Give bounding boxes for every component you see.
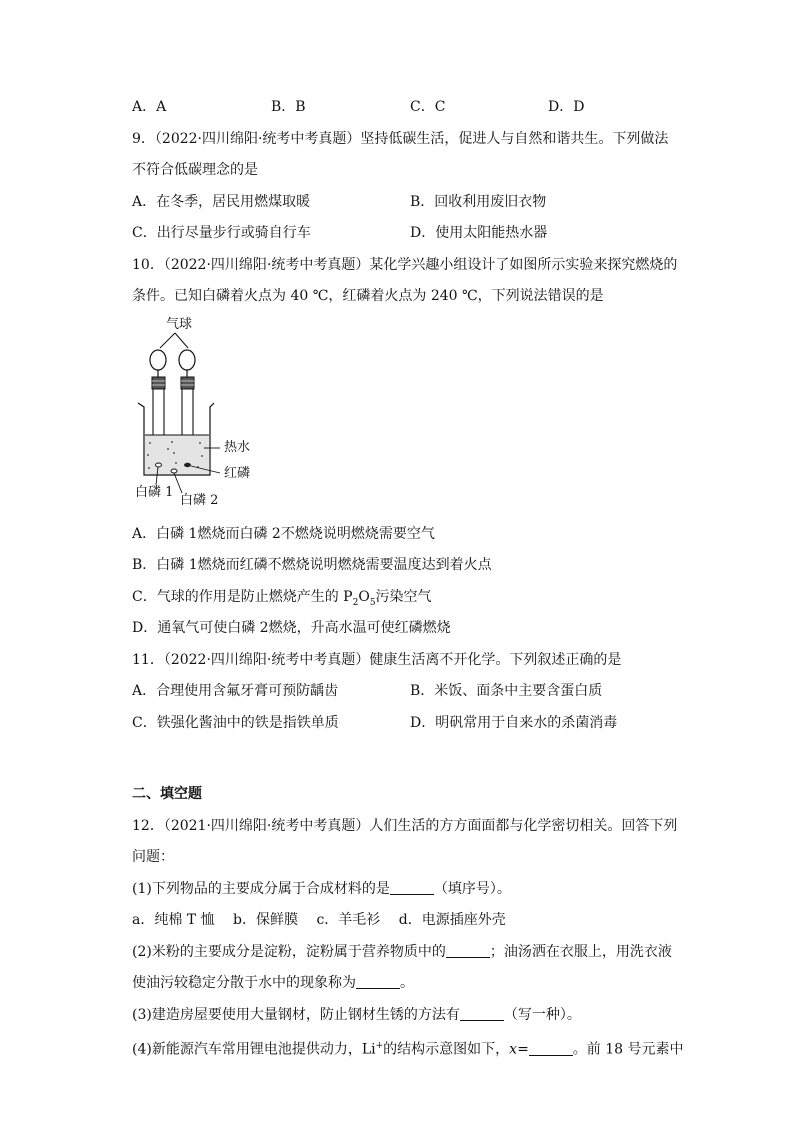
q12-part4: [132, 1036, 684, 1060]
figure-label-balloon: 气球: [166, 317, 193, 332]
q9-stem-line2: 不符合低碳理念的是: [132, 162, 258, 178]
q11-option-a[interactable]: A．合理使用含氟牙膏可预防龋齿: [132, 683, 339, 699]
answer-blank[interactable]: [446, 943, 490, 958]
q12-part1-hint: （填序号）。: [433, 881, 511, 897]
q11-option-b[interactable]: B．米饭、面条中主要含蛋白质: [410, 683, 603, 699]
q9-option-a[interactable]: A．在冬季，居民用燃煤取暖: [132, 194, 311, 210]
q9-option-c[interactable]: C．出行尽量步行或骑自行车: [132, 225, 311, 241]
figure-label-white-phosphorus-2: 白磷 2: [180, 493, 219, 508]
q11-option-d[interactable]: D．明矾常用于自来水的杀菌消毒: [410, 715, 618, 731]
q12-part4-tail: 。前 18 号元素中: [572, 1041, 684, 1058]
answer-blank[interactable]: [529, 1041, 573, 1056]
answer-blank[interactable]: [390, 880, 434, 895]
q12-part3: [132, 1005, 581, 1025]
q12-part1-items: a．纯棉 T 恤 b．保鲜膜 c．羊毛衫 d．电源插座外壳: [132, 912, 506, 928]
equals-sign: =: [517, 1041, 529, 1058]
q12-part3-text: (3)建造房屋要使用大量钢材，防止钢材生锈的方法有: [132, 1007, 460, 1023]
q12-part2-line2: [132, 973, 414, 993]
q10-option-c[interactable]: [132, 587, 432, 613]
subscript-5: 5: [369, 597, 376, 608]
variable-x: x: [509, 1041, 518, 1058]
figure-label-red-phosphorus: 红磷: [224, 466, 251, 481]
q10-option-c-text: C．气球的作用是防止燃烧产生的 P: [132, 589, 353, 605]
q8-option-c[interactable]: C．C: [410, 99, 446, 115]
q12-part1-text: (1)下列物品的主要成分属于合成材料的是: [132, 881, 390, 897]
q9-option-d[interactable]: D．使用太阳能热水器: [410, 225, 548, 241]
q12-stem-line1: 12．（2021·四川绵阳·统考中考真题）人们生活的方方面面都与化学密切相关。回答下列: [132, 818, 678, 834]
answer-blank[interactable]: [356, 974, 400, 989]
q8-option-d[interactable]: D．D: [548, 99, 585, 115]
q9-stem-line1: 9．（2022·四川绵阳·统考中考真题）坚持低碳生活，促进人与自然和谐共生。下列做法: [132, 131, 669, 147]
q12-part2: [132, 942, 672, 962]
q12-part2-line2-text: 使油污较稳定分散于水中的现象称为: [132, 975, 356, 991]
section-title: 二、填空题: [132, 786, 202, 802]
subscript-2: 2: [352, 597, 359, 608]
q12-part4-text: (4)新能源汽车常用锂电池提供动力，Li: [132, 1041, 376, 1058]
q8-option-b[interactable]: B．B: [271, 99, 306, 115]
q12-part3-hint: （写一种）。: [503, 1007, 581, 1023]
q12-part2-line2-end: 。: [400, 975, 414, 991]
q12-part4-text-cont: 的结构示意图如下，: [383, 1041, 510, 1058]
q10-option-d[interactable]: D．通氧气可使白磷 2燃烧，升高水温可使红磷燃烧: [132, 620, 451, 636]
q10-stem-line2: 条件。已知白磷着火点为 40 ℃，红磷着火点为 240 ℃，下列说法错误的是: [132, 288, 604, 304]
q12-part2-text: (2)米粉的主要成分是淀粉，淀粉属于营养物质中的: [132, 944, 446, 960]
q10-stem-line1: 10．（2022·四川绵阳·统考中考真题）某化学兴趣小组设计了如图所示实验来探究燃烧的: [132, 257, 678, 273]
q10-option-b[interactable]: B．白磷 1燃烧而红磷不燃烧说明燃烧需要温度达到着火点: [132, 557, 492, 573]
q9-option-b[interactable]: B．回收利用废旧衣物: [410, 194, 547, 210]
q12-part2-text-cont: ；油汤洒在衣服上，用洗衣液: [489, 944, 672, 960]
q11-stem: 11．（2022·四川绵阳·统考中考真题）健康生活离不开化学。下列叙述正确的是: [132, 652, 622, 668]
q12-stem-line2: 问题：: [132, 849, 174, 865]
q10-option-c-tail: 污染空气: [375, 589, 432, 605]
figure-label-white-phosphorus-1: 白磷 1: [135, 485, 174, 500]
q8-option-a[interactable]: A．A: [132, 99, 167, 115]
q10-option-a[interactable]: A．白磷 1燃烧而白磷 2不燃烧说明燃烧需要空气: [132, 526, 435, 542]
q10-option-c-oxygen: O: [358, 589, 370, 605]
superscript-plus: +: [375, 1041, 384, 1051]
figure-label-hot-water: 热水: [224, 440, 251, 455]
answer-blank[interactable]: [460, 1006, 504, 1021]
q11-option-c[interactable]: C．铁强化酱油中的铁是指铁单质: [132, 715, 339, 731]
q12-part1: [132, 879, 511, 899]
